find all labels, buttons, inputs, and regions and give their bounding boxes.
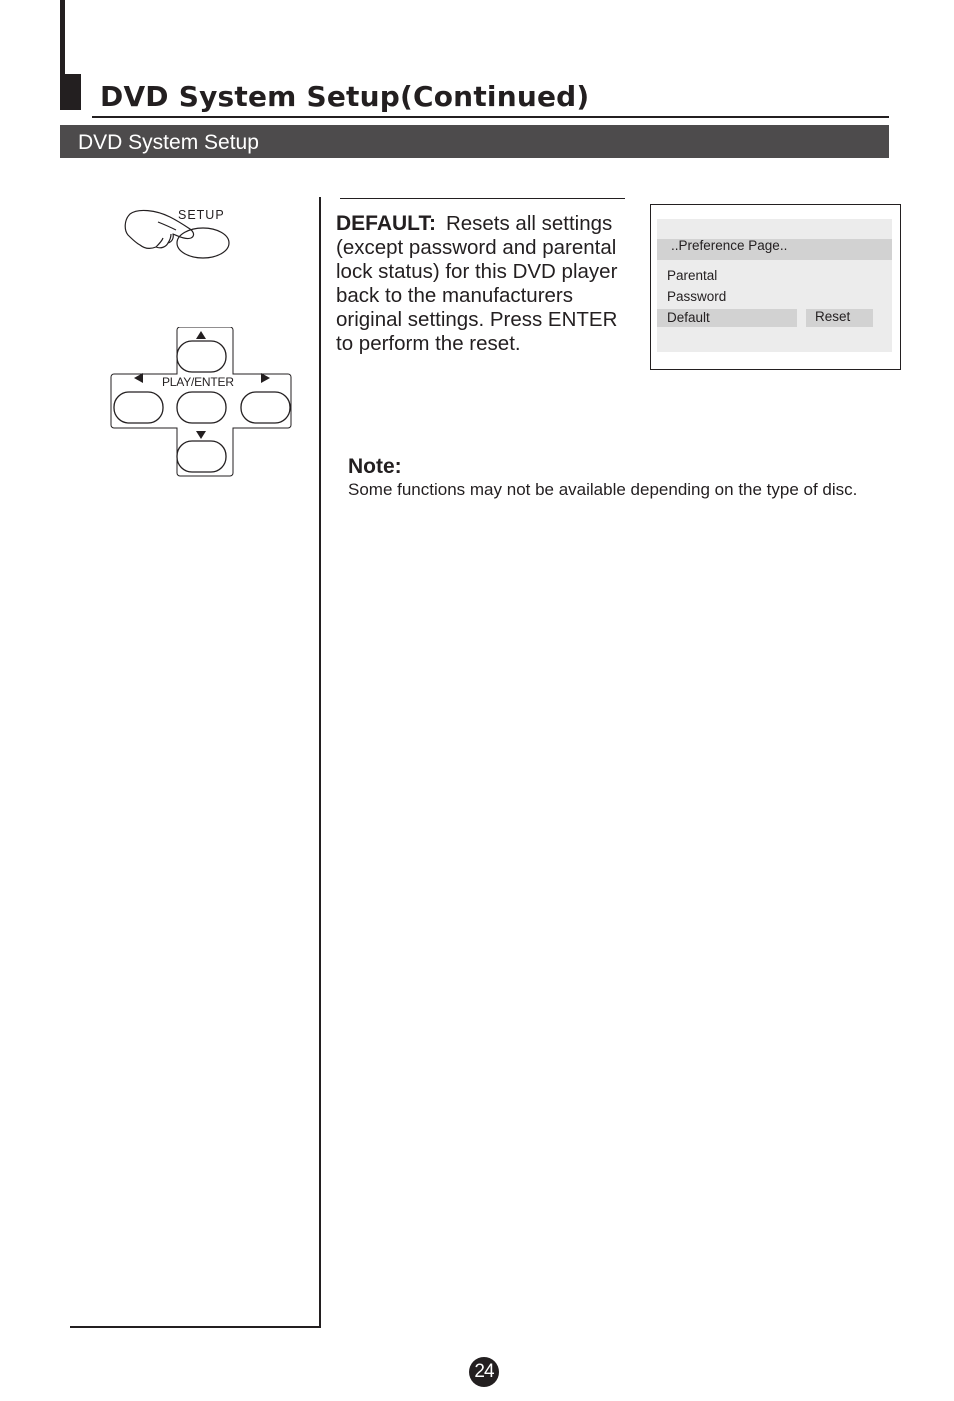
osd-page-title: ..Preference Page.. <box>671 238 788 253</box>
note-heading: Note: <box>348 455 402 478</box>
play-enter-label: PLAY/ENTER <box>162 375 234 389</box>
dpad-illustration <box>110 327 294 479</box>
column-divider <box>319 197 321 1328</box>
arrow-down-icon <box>196 431 206 439</box>
section-band <box>60 125 889 158</box>
osd-item-default: Default <box>667 310 710 325</box>
dpad-up-button <box>177 341 226 372</box>
header-bar-block <box>60 74 81 110</box>
dpad-left-button <box>114 392 163 423</box>
default-description <box>336 212 636 356</box>
osd-item-password: Password <box>667 289 727 304</box>
dpad-down-button <box>177 441 226 472</box>
default-description-text: Resets all settings (except password and parental lock status) for this DVD player back to the manufacturers original settings. Press ENTER to perform the reset. <box>336 212 618 355</box>
bottom-rule <box>70 1326 321 1328</box>
section-title: DVD System Setup <box>78 131 259 154</box>
setup-button-shape <box>177 228 229 258</box>
page-number: 24 <box>469 1357 499 1387</box>
title-rule <box>92 116 889 118</box>
dpad-enter-button <box>177 392 226 423</box>
osd-item-parental: Parental <box>667 268 718 283</box>
osd-option-reset: Reset <box>815 309 851 324</box>
default-section-rule <box>340 198 625 199</box>
page-title: DVD System Setup(Continued) <box>100 80 590 113</box>
dpad-outline <box>111 327 291 476</box>
default-term: DEFAULT: <box>336 212 436 235</box>
dpad-right-button <box>241 392 290 423</box>
setup-button-label: SETUP <box>178 208 225 222</box>
note-text: Some functions may not be available depending on the type of disc. <box>348 480 858 499</box>
arrow-up-icon <box>196 331 206 339</box>
